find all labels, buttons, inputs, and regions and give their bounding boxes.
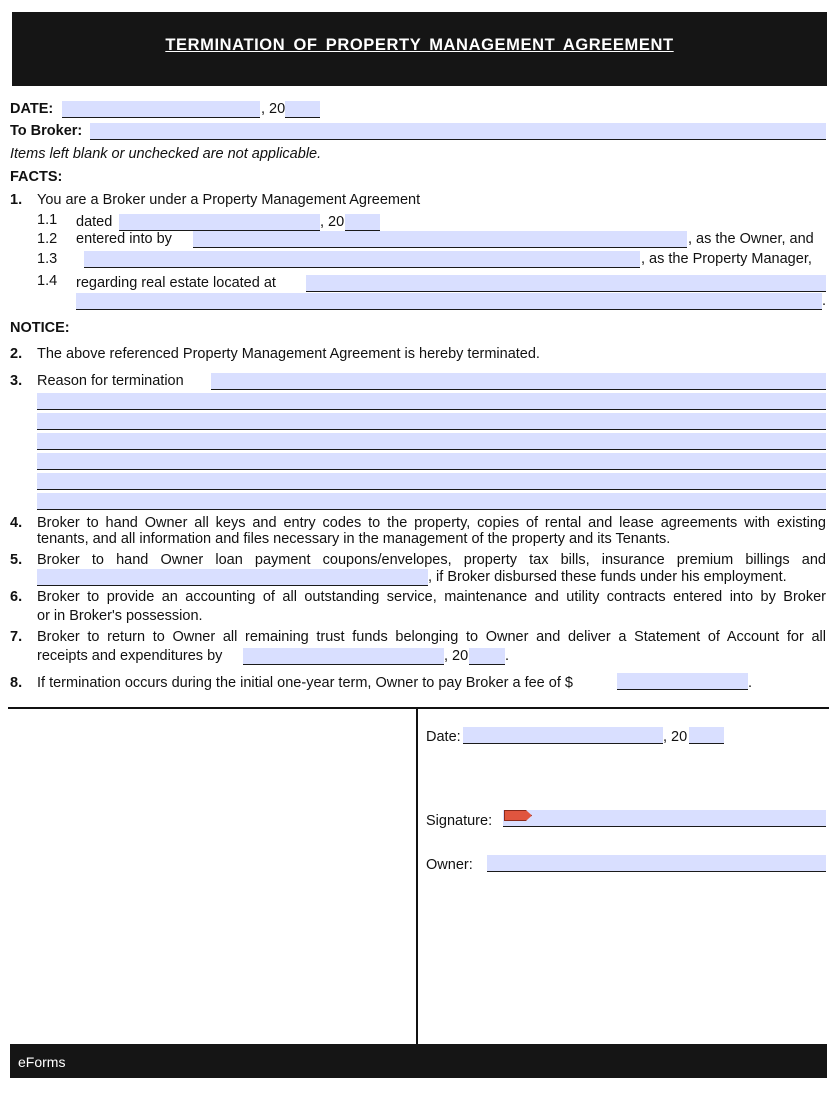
reason-field[interactable] — [211, 373, 826, 390]
owner-suffix: , as the Owner, and — [688, 231, 814, 247]
document-title: TERMINATION OF PROPERTY MANAGEMENT AGREEMENT — [165, 36, 674, 54]
item-number: 1.4 — [37, 273, 58, 289]
statement-date-field[interactable] — [243, 648, 444, 665]
facts-heading: FACTS: — [10, 169, 63, 185]
owner-label: Owner: — [426, 857, 473, 873]
signature-field[interactable] — [503, 810, 826, 827]
item-number: 1.1 — [37, 212, 58, 228]
sign-date-label: Date: — [426, 729, 461, 745]
year-prefix: , 20 — [320, 214, 345, 230]
reason-field-line[interactable] — [37, 473, 826, 490]
signature-label: Signature: — [426, 813, 493, 829]
notice-heading: NOTICE: — [10, 320, 70, 336]
date-label: DATE: — [10, 101, 54, 117]
item-5-suffix: , if Broker disbursed these funds under his employment. — [428, 569, 787, 585]
property-address-field-2[interactable] — [76, 293, 822, 310]
owner-name-field[interactable] — [193, 231, 687, 248]
item-number: 1.3 — [37, 251, 58, 267]
column-divider — [416, 709, 418, 1045]
entered-into-label: entered into by — [76, 231, 172, 247]
item-5-line-1: Broker to hand Owner loan payment coupons/envelopes, property tax bills, insurance premium billings and — [37, 552, 826, 568]
item-6-line-1: Broker to provide an accounting of all outstanding service, maintenance and utility contracts entered into by Broker — [37, 589, 826, 605]
agreement-date-field[interactable] — [119, 214, 320, 231]
dated-label: dated — [76, 214, 113, 230]
item-4-line-2: tenants, and all information and files necessary in the management of the property and its Tenants. — [37, 531, 671, 547]
item-number: 2. — [10, 346, 23, 362]
item-8-text: If termination occurs during the initial one-year term, Owner to pay Broker a fee of $ — [37, 675, 573, 691]
date-year-field[interactable] — [285, 101, 320, 118]
located-at-label: regarding real estate located at — [76, 275, 276, 291]
date-field[interactable] — [62, 101, 260, 118]
sign-date-field[interactable] — [463, 727, 663, 744]
sign-year-field[interactable] — [689, 727, 724, 744]
item-4-line-1: Broker to hand Owner all keys and entry codes to the property, copies of rental and lease agreements with existing — [37, 515, 826, 531]
item-6-line-2: or in Broker's possession. — [37, 608, 203, 624]
property-manager-field[interactable] — [84, 251, 640, 268]
item-number: 4. — [10, 515, 23, 531]
item-7-line-2: receipts and expenditures by — [37, 648, 223, 664]
item-number: 1.2 — [37, 231, 58, 247]
year-prefix: , 20 — [444, 648, 469, 664]
item-number: 3. — [10, 373, 23, 389]
section-divider — [8, 707, 829, 709]
year-prefix: , 20 — [663, 729, 688, 745]
address-end-period: . — [822, 293, 827, 309]
property-address-field[interactable] — [306, 275, 826, 292]
statement-year-field[interactable] — [469, 648, 505, 665]
blank-items-note: Items left blank or unchecked are not applicable. — [10, 146, 322, 162]
item-8-end: . — [748, 675, 753, 691]
footer-brand: eForms — [18, 1054, 66, 1070]
owner-signature-name-field[interactable] — [487, 855, 826, 872]
title-bar — [12, 12, 827, 86]
termination-fee-field[interactable] — [617, 673, 748, 690]
reason-field-line[interactable] — [37, 493, 826, 510]
item-number: 7. — [10, 629, 23, 645]
to-broker-label: To Broker: — [10, 123, 83, 139]
item-number: 1. — [10, 192, 23, 208]
item-2-text: The above referenced Property Management Agreement is hereby terminated. — [37, 346, 540, 362]
reason-field-line[interactable] — [37, 453, 826, 470]
footer-bar — [10, 1044, 827, 1078]
reason-field-line[interactable] — [37, 413, 826, 430]
funds-disbursed-field[interactable] — [37, 569, 428, 586]
item-number: 8. — [10, 675, 23, 691]
fact-1-text: You are a Broker under a Property Management Agreement — [37, 192, 421, 208]
reason-label: Reason for termination — [37, 373, 184, 389]
agreement-year-field[interactable] — [345, 214, 380, 231]
year-prefix: , 20 — [261, 101, 286, 117]
item-7-line-1: Broker to return to Owner all remaining trust funds belonging to Owner and deliver a Statement of Account for all — [37, 629, 826, 645]
item-number: 5. — [10, 552, 23, 568]
item-7-end: . — [505, 648, 510, 664]
reason-field-line[interactable] — [37, 393, 826, 410]
broker-name-field[interactable] — [90, 123, 826, 140]
reason-field-line[interactable] — [37, 433, 826, 450]
manager-suffix: , as the Property Manager, — [641, 251, 812, 267]
item-number: 6. — [10, 589, 23, 605]
